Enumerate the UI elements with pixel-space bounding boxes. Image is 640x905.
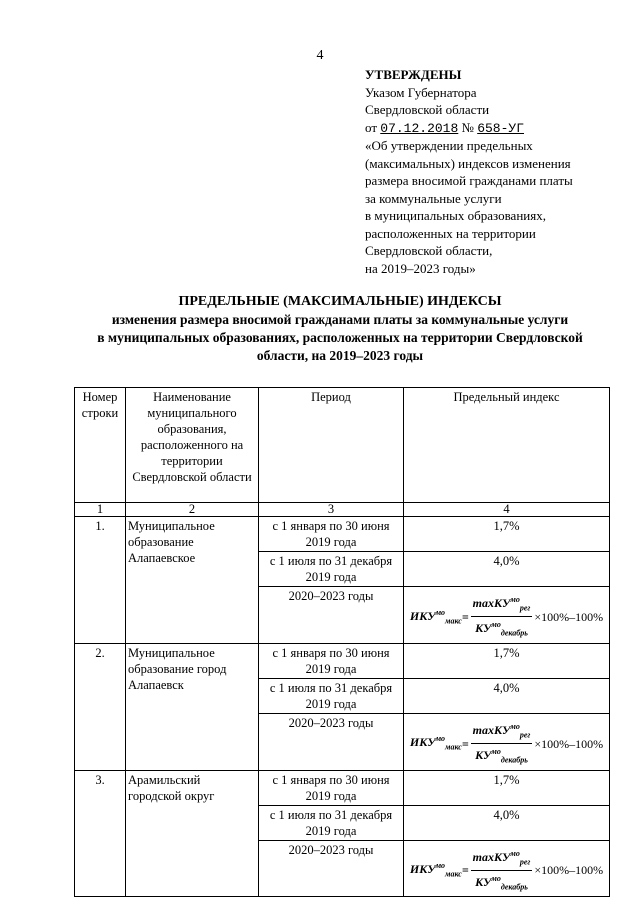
formula-fraction <box>471 592 533 642</box>
index-formula-cell <box>404 713 610 770</box>
formula-numerator <box>471 592 533 617</box>
municipality-name: Арамильский городской округ <box>126 770 259 897</box>
title-line-2: изменения размера вносимой гражданами платы за коммунальные услуги <box>111 312 569 327</box>
period-cell: с 1 июля по 31 декабря 2019 года <box>259 678 404 713</box>
formula-sup: мо <box>491 747 501 757</box>
formula-sup: мо <box>491 620 501 630</box>
formula-sup: мо <box>435 861 446 871</box>
approval-block <box>365 66 625 277</box>
approval-date: 07.12.2018 <box>380 120 459 136</box>
formula-equals: = <box>461 736 469 751</box>
index-value: 4,0% <box>404 678 610 713</box>
formula-sub: рег <box>519 730 531 740</box>
formula-sup: мо <box>510 595 520 604</box>
formula-equals: = <box>461 863 469 878</box>
formula-sub: макс <box>445 869 462 879</box>
header-period: Период <box>259 388 404 503</box>
index-formula-cell <box>404 587 610 644</box>
municipality-name: Муниципальное образование город Алапаевск <box>126 643 259 770</box>
index-formula-cell <box>404 840 610 897</box>
decree-title-line: Свердловской области, <box>365 243 493 258</box>
index-value: 4,0% <box>404 805 610 840</box>
row-number: 2. <box>75 643 126 770</box>
formula-denominator <box>473 744 530 768</box>
table-row <box>75 517 610 552</box>
index-table <box>74 387 610 897</box>
formula-sup: мо <box>510 848 520 858</box>
approval-number: 658-УГ <box>477 120 524 136</box>
formula-sub: декабрь <box>500 882 528 892</box>
col-number: 4 <box>404 503 610 517</box>
formula-sup: мо <box>510 721 520 731</box>
document-title <box>60 293 620 365</box>
decree-title-line: размера вносимой гражданами платы <box>365 173 573 188</box>
page-number: 4 <box>316 48 324 63</box>
formula-sub: декабрь <box>500 755 528 765</box>
header-municipality: Наименование муниципального образования, расположенного на территории Свердловской области <box>126 388 259 503</box>
period-cell: с 1 июля по 31 декабря 2019 года <box>259 552 404 587</box>
period-cell: 2020–2023 годы <box>259 840 404 897</box>
decree-title-line: за коммунальные услуги <box>365 190 502 206</box>
period-cell: с 1 января по 30 июня 2019 года <box>259 643 404 678</box>
header-index: Предельный индекс <box>404 388 610 503</box>
period-cell: с 1 января по 30 июня 2019 года <box>259 517 404 552</box>
index-value: 1,7% <box>404 517 610 552</box>
formula-denominator <box>473 617 530 641</box>
formula-rest: ×100%–100% <box>534 736 604 751</box>
formula-rest: ×100%–100% <box>534 863 604 878</box>
table-body <box>75 517 610 897</box>
approval-heading: УТВЕРЖДЕНЫ <box>365 67 462 82</box>
formula-sub: декабрь <box>500 628 528 638</box>
approval-by: Указом Губернатора <box>365 84 477 100</box>
period-cell: 2020–2023 годы <box>259 587 404 644</box>
table-row <box>75 643 610 678</box>
numerator-symbol: maxКУ <box>472 849 511 864</box>
header-row-number: Номер строки <box>75 388 126 503</box>
title-line-1: ПРЕДЕЛЬНЫЕ (МАКСИМАЛЬНЫЕ) ИНДЕКСЫ <box>178 294 502 309</box>
index-value: 4,0% <box>404 552 610 587</box>
row-number: 1. <box>75 517 126 644</box>
municipality-name: Муниципальное образование Алапаевское <box>126 517 259 644</box>
col-number: 2 <box>126 503 259 517</box>
formula-lhs <box>410 605 462 629</box>
numerator-symbol: maxКУ <box>472 596 511 610</box>
formula-sup: мо <box>435 734 446 744</box>
row-number: 3. <box>75 770 126 897</box>
approval-date-line <box>365 119 625 138</box>
table-header-row <box>75 388 610 503</box>
denominator-symbol: КУ <box>475 621 492 636</box>
formula-lhs <box>410 731 462 755</box>
index-formula <box>406 715 607 769</box>
period-cell: 2020–2023 годы <box>259 713 404 770</box>
period-cell: с 1 июля по 31 декабря 2019 года <box>259 805 404 840</box>
formula-sub: макс <box>445 616 462 626</box>
title-line-3: в муниципальных образованиях, расположенных на территории Свердловской <box>97 330 583 345</box>
period-cell: с 1 января по 30 июня 2019 года <box>259 770 404 805</box>
formula-denominator <box>473 871 530 895</box>
decree-title-line: на 2019–2023 годы» <box>365 260 476 276</box>
denominator-symbol: КУ <box>475 874 492 889</box>
index-value: 1,7% <box>404 770 610 805</box>
formula-numerator <box>471 719 533 744</box>
decree-title-line: расположенных на территории <box>365 225 536 241</box>
decree-title-line: в муниципальных образованиях, <box>365 208 546 223</box>
formula-fraction <box>471 846 533 896</box>
numerator-symbol: maxКУ <box>472 722 511 737</box>
index-formula <box>406 842 607 896</box>
table-row <box>75 770 610 805</box>
formula-numerator <box>471 846 533 871</box>
formula-lhs-symbol: ИКУ <box>409 735 436 750</box>
decree-title-line: (максимальных) индексов изменения <box>365 155 571 171</box>
formula-sup: мо <box>435 607 446 617</box>
col-number: 1 <box>75 503 126 517</box>
date-prefix: от <box>365 119 378 135</box>
index-formula <box>406 588 607 642</box>
formula-sub: рег <box>519 603 531 613</box>
formula-sub: рег <box>519 856 531 866</box>
denominator-symbol: КУ <box>475 748 492 763</box>
formula-lhs <box>410 858 462 882</box>
formula-sup: мо <box>491 873 501 883</box>
decree-title-line: «Об утверждении предельных <box>365 138 533 153</box>
formula-lhs-symbol: ИКУ <box>409 862 436 877</box>
title-line-4: области, на 2019–2023 годы <box>256 348 424 363</box>
number-prefix: № <box>461 119 474 135</box>
formula-lhs-symbol: ИКУ <box>409 608 436 623</box>
formula-equals: = <box>461 609 469 624</box>
formula-fraction <box>471 719 533 769</box>
formula-rest: ×100%–100% <box>534 609 604 624</box>
approval-region: Свердловской области <box>365 102 490 117</box>
formula-sub: макс <box>445 742 462 752</box>
index-value: 1,7% <box>404 643 610 678</box>
col-number: 3 <box>259 503 404 517</box>
column-numbers-row <box>75 503 610 517</box>
